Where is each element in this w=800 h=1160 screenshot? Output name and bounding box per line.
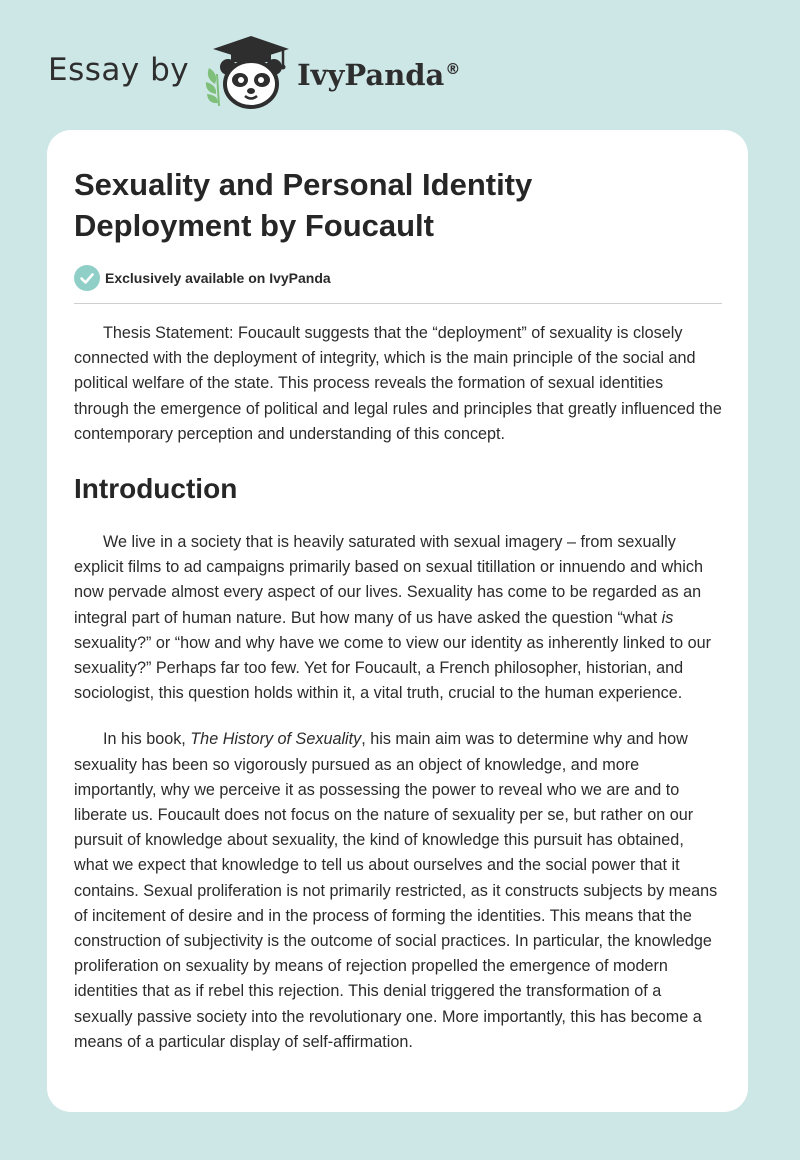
intro-paragraph-2: In his book, The History of Sexuality, his main aim was to determine why and how sexuality has been so vigorously pursued as an object of knowledge, and more importantly, why we perceive it as possessing the power to reveal who we are and to liberate us. Foucault does not focus on the nature of sexuality per se, but rather on our pursuit of knowledge about sexuality, the kind of knowledge this pursuit has obtained, what we expect that knowledge to tell us about ourselves and the social power that it contains. Sexual proliferation is not primarily restricted, as it constructs subjects by means of incitement of desire and in the process of forming the identities. This means that the construction of subjectivity is the outcome of social practices. In particular, the knowledge proliferation on sexuality by means of rejection propelled the emergence of modern identities that as if rebel this rejection. This denial triggered the transformation of a sexually passive society into the revolutionary one. More importantly, this has become a means of a particular display of self-affirmation.	[74, 730, 718, 1051]
registered-mark: ®	[445, 60, 461, 79]
check-circle-icon	[74, 265, 100, 291]
exclusive-label: Exclusively available on IvyPanda	[105, 270, 331, 286]
essay-title	[74, 164, 722, 246]
exclusive-badge	[74, 265, 722, 291]
essay-title-line-2: Deployment by Foucault	[74, 208, 434, 243]
book-title: The History of Sexuality	[190, 730, 362, 749]
section-heading-introduction: Introduction	[74, 473, 238, 505]
brand-header[interactable]	[48, 34, 460, 110]
panda-logo-icon	[203, 34, 295, 110]
essay-card	[47, 130, 748, 1112]
essay-title-line-1: Sexuality and Personal Identity	[74, 167, 533, 202]
brand-name: IvyPanda®	[297, 58, 461, 92]
emphasis-is: is	[661, 608, 674, 627]
brand-prefix: Essay by	[48, 52, 190, 88]
intro-paragraph-1: We live in a society that is heavily saturated with sexual imagery – from sexually explicit films to ad campaigns primarily based on sexual titillation or innuendo and which now pervade almost every aspect of our lives. Sexuality has come to be regarded as an integral part of human nature. But how many of us have asked the question “what is sexuality?” or “how and why have we come to view our identity as inherently linked to our sexuality?” Perhaps far too few. Yet for Foucault, a French philosopher, historian, and sociologist, this question holds within it, a vital truth, crucial to the human experience.	[74, 533, 712, 703]
divider	[74, 303, 722, 304]
thesis-paragraph: Thesis Statement: Foucault suggests that the “deployment” of sexuality is closely connected with the deployment of integrity, which is the main principle of the social and political welfare of the state. This process reveals the formation of sexual identities through the emergence of political and legal rules and principles that greatly influenced the contemporary perception and understanding of this concept.	[74, 324, 722, 443]
